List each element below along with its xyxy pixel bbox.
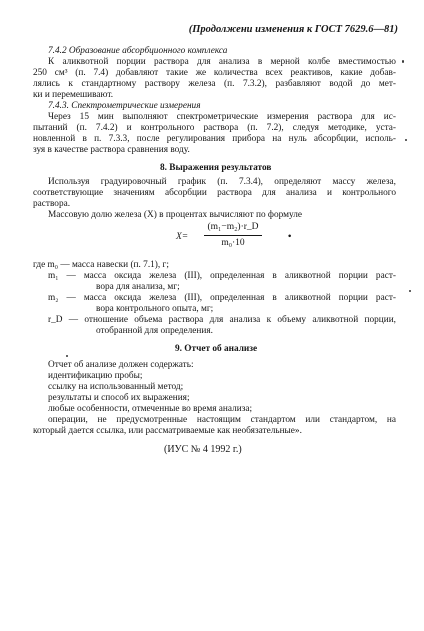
definition-line: r_D — отношение объема раствора для анализа к объему аликвотной порции, [48,315,396,325]
section-title-8: 8. Выражения результатов [160,163,272,173]
paragraph-line: раствора. [33,199,71,209]
paragraph-line: Через 15 мин выполняют спектрометрические измерения раствора для ис- [48,112,396,122]
definition-line: вора контрольного опыта, мг; [96,304,214,314]
report-item: ссылку на использованный метод; [48,382,184,392]
report-item: идентификацию пробы; [48,371,143,381]
definition-line: m₂ — масса оксида железа (III), определенная в аликвотной порции раст- [48,293,396,303]
formula-numerator: (m₁−m₂)·r_D [207,222,259,232]
definition-line: отобранной для определения. [96,326,213,336]
scan-speck [405,139,407,141]
paragraph-line: лялись к стандартному раствору железа (п. 7.3.2), разбавляют водой до мет- [33,79,396,89]
definition-line: m₁ — масса оксида железа (III), определенная в аликвотной порции раст- [48,271,396,281]
paragraph-line: К аликвотной порции раствора для анализа в мерной колбе вместимостью [48,57,396,67]
formula-denominator: m₀·10 [221,238,245,248]
paragraph-line: 250 см³ (п. 7.4) добавляют такие же количества всех реактивов, какие добав- [33,68,396,78]
definition-line: вора для анализа, мг; [96,282,180,292]
paragraph-line: зуя в качестве раствора сравнения воду. [33,145,190,155]
subsection-title-7-4-3: 7.4.3. Спектрометрические измерения [48,101,201,111]
report-item: который дается ссылка, или рассматриваемые как необязательные». [33,426,302,436]
fraction-bar [204,235,262,236]
formula-mark: • [288,232,292,242]
subsection-title-7-4-2: 7.4.2 Образование абсорбционного комплекса [48,46,228,56]
paragraph-line: соответствующие значениям абсорбции раствора для анализа и контрольного [33,188,396,198]
paragraph-line: ки и перемешивают. [33,90,114,100]
paragraph-line: новленной в п. 7.3.3, после регулирования прибора на нуль абсорбции, исполь- [33,134,396,144]
page-header: (Продолжени изменения к ГОСТ 7629.6—81) [188,24,398,35]
paragraph-line: пытаний (п. 7.4.2) и контрольного раствора (п. 7.2), следуя методике, уста- [33,123,396,133]
scan-speck [402,60,404,63]
scan-speck [409,290,411,292]
formula [176,222,306,256]
report-item: Отчет об анализе должен содержать: [48,360,194,370]
paragraph-line: Используя градуировочный график (п. 7.3.4), определяют массу железа, [48,177,396,187]
formula-lhs: X= [176,232,189,242]
report-item: результаты и способ их выражения; [48,393,190,403]
footer-reference: (ИУС № 4 1992 г.) [164,444,242,455]
section-title-9: 9. Отчет об анализе [175,344,258,354]
scan-speck [66,355,68,357]
paragraph-line: Массовую долю железа (X) в процентах вычисляют по формуле [48,210,303,220]
report-item: любые особенности, отмеченные во время анализа; [48,404,253,414]
report-item: операции, не предусмотренные настоящим стандартом или стандартом, на [48,415,396,425]
definition-line: где m₀ — масса навески (п. 7.1), г; [33,260,169,270]
